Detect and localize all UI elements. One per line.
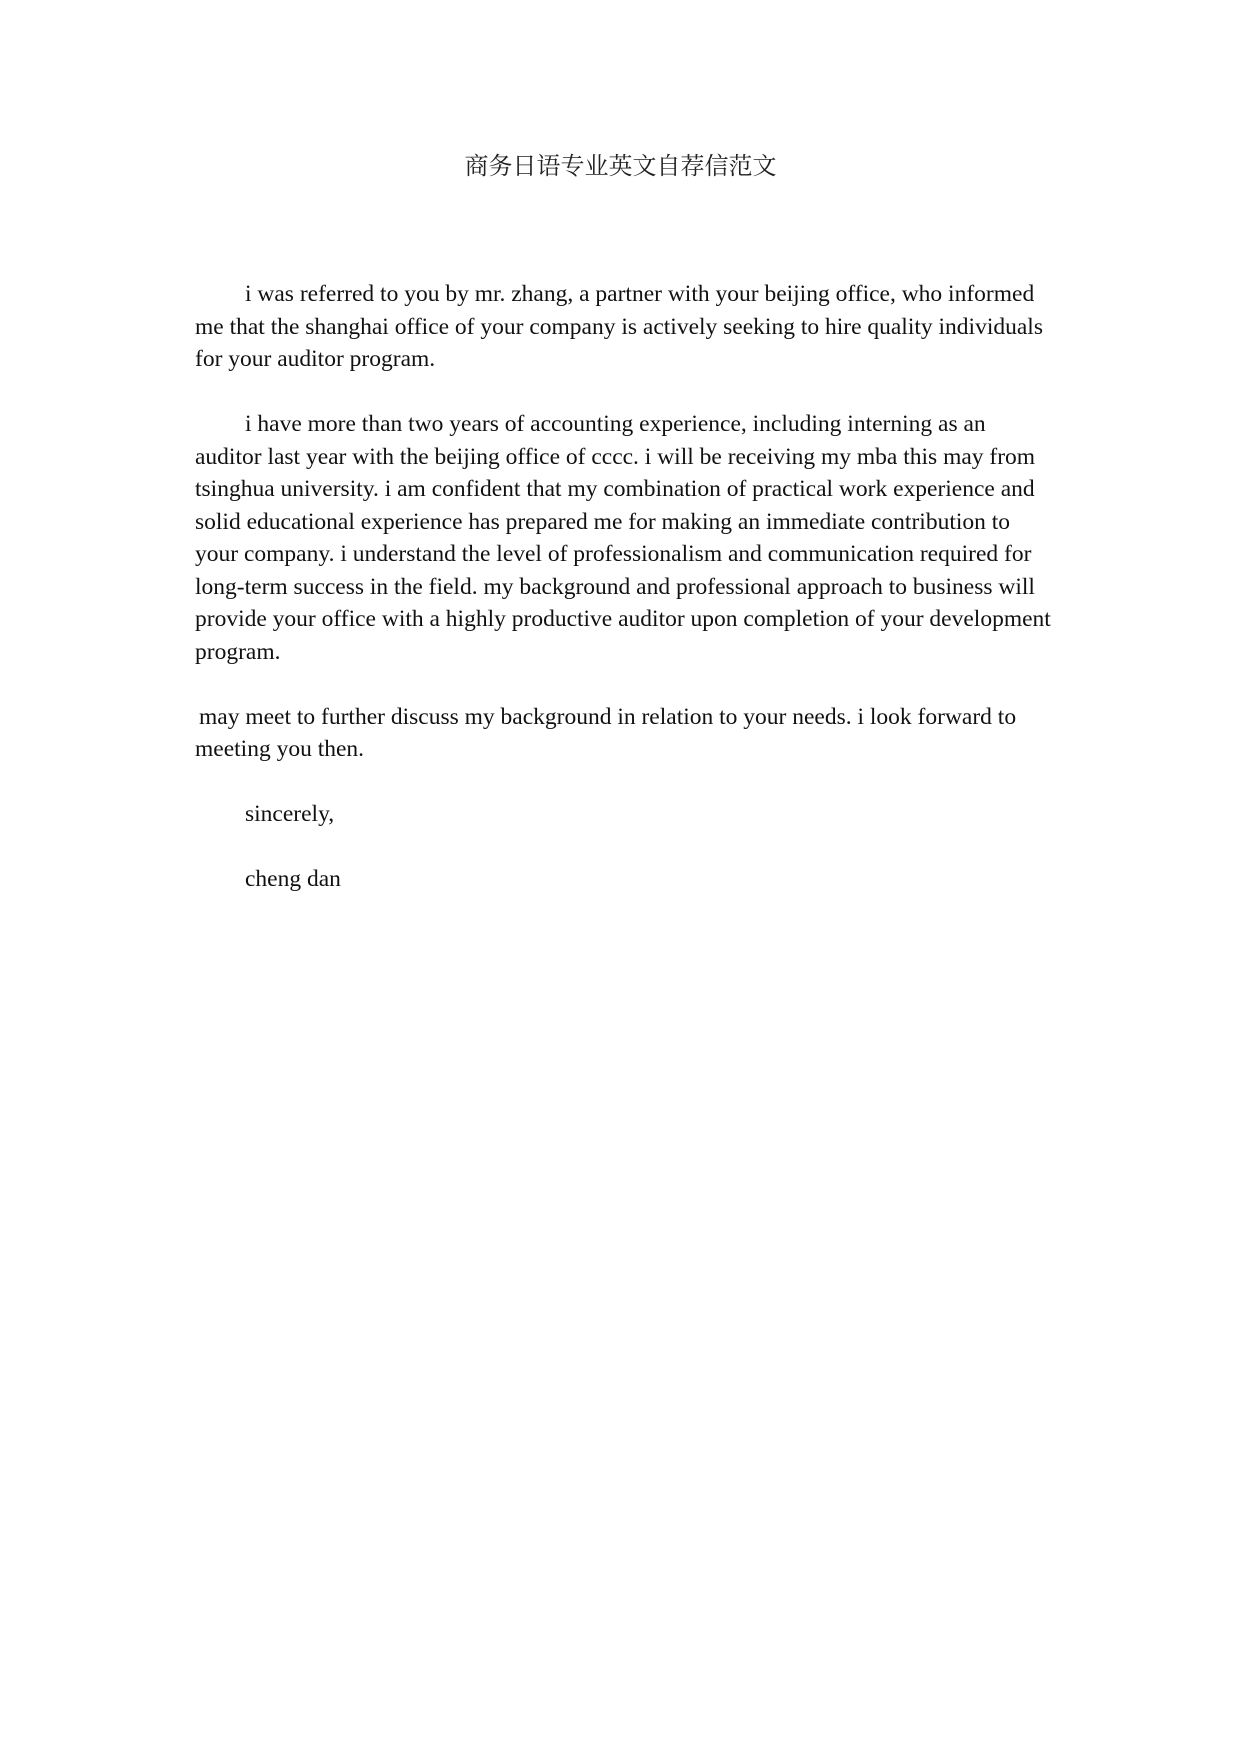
signature: cheng dan	[245, 866, 341, 892]
paragraph-referral: i was referred to you by mr. zhang, a partner with your beijing office, who informed me that the shanghai office of your company is actively seeking to hire quality individuals for your auditor program.	[195, 281, 1043, 372]
paragraph-meeting: may meet to further discuss my background in relation to your needs. i look forward to meeting you then.	[195, 703, 1017, 762]
closing-line: sincerely,	[245, 801, 335, 827]
paragraph-experience: i have more than two years of accounting experience, including interning as an auditor last year with the beijing office of cccc. i will be receiving my mba this may from tsinghua university. i am confident that my combination of practical work experience and solid educational experience has prepared me for making an immediate contribution to your company. i understand the level of professionalism and communication required for long-term success in the field. my background and professional approach to business will provide your office with a highly productive auditor upon completion of your development program.	[195, 411, 1051, 665]
document-title: 商务日语专业英文自荐信范文	[464, 152, 777, 180]
letter-body	[195, 278, 1055, 928]
